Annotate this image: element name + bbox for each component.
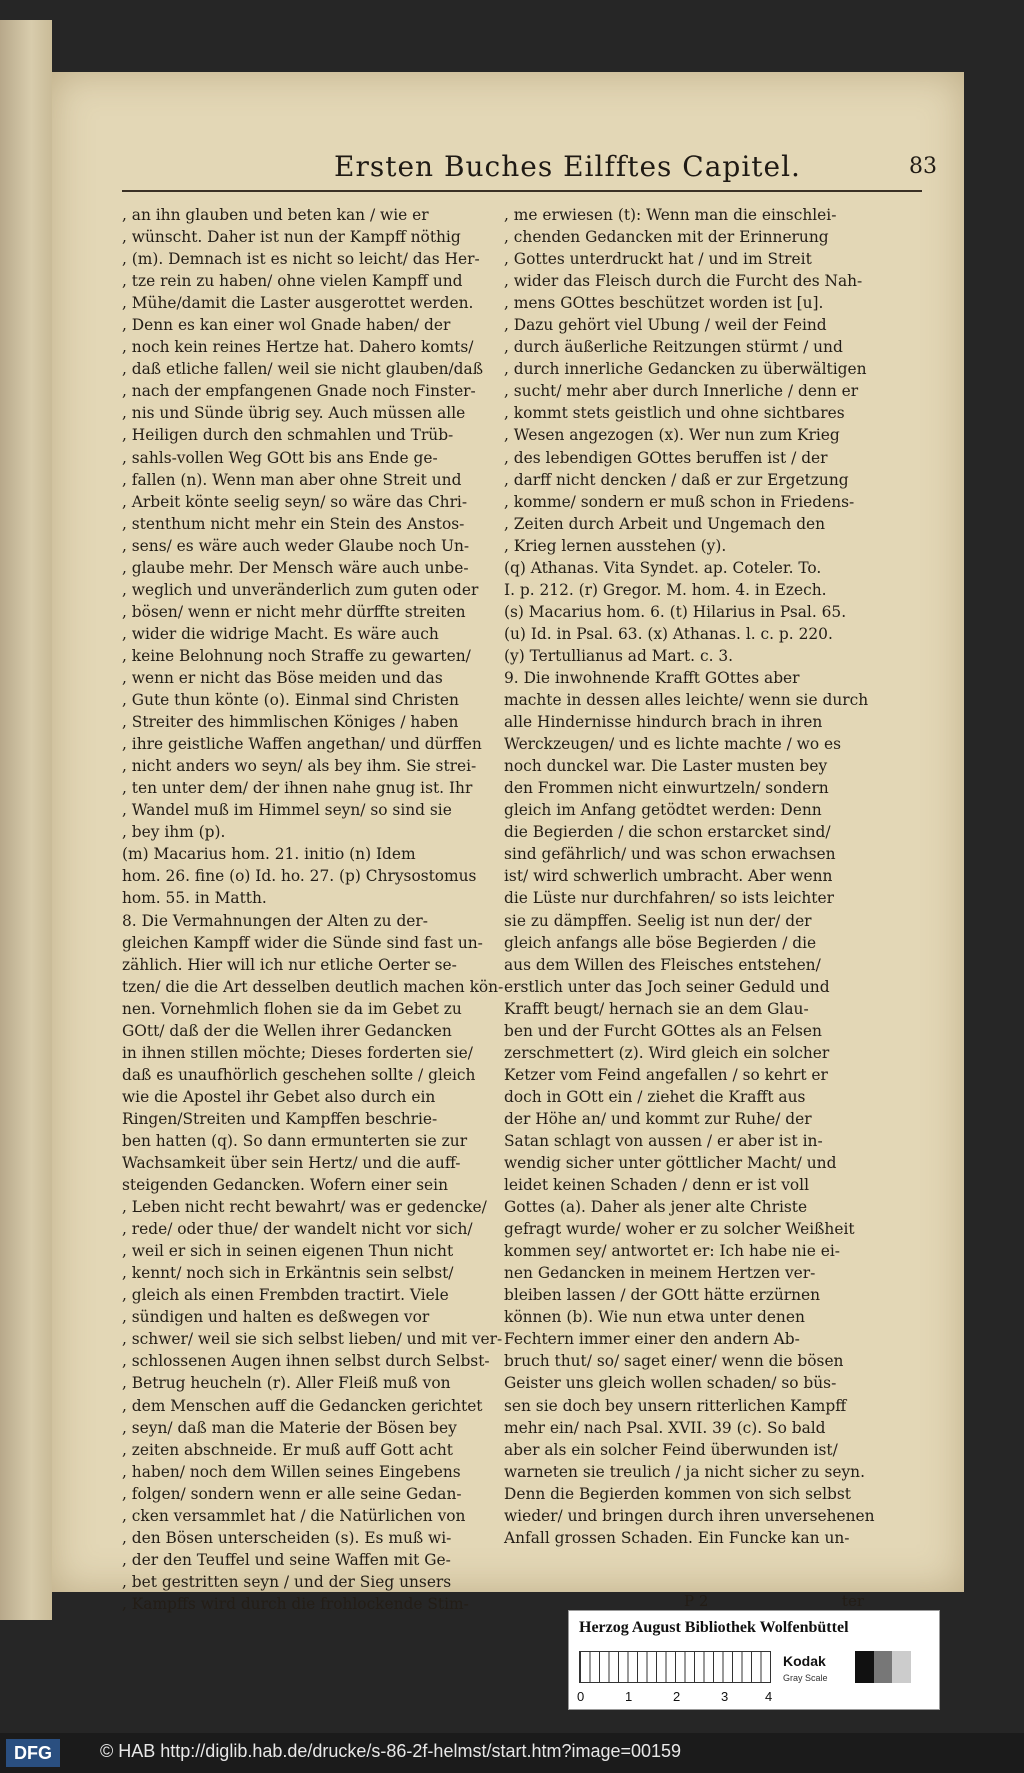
- text-line: GOtt/ daß der die Wellen ihrer Gedancken: [122, 1021, 452, 1040]
- text-line: , zeiten abschneide. Er muß auff Gott acht: [122, 1440, 453, 1459]
- footer-bar: [0, 1733, 1024, 1773]
- text-line: warneten sie treulich / ja nicht sicher zu seyn.: [504, 1462, 865, 1481]
- text-line: bruch thut/ so/ saget einer/ wenn die bösen: [504, 1352, 844, 1371]
- text-line: die Begierden / die schon erstarcket sind/: [504, 823, 831, 842]
- ruler-scale: [579, 1651, 771, 1683]
- page-header: [202, 150, 937, 184]
- text-line: tzen/ die die Art desselben deutlich machen kön-: [122, 977, 504, 996]
- text-line: ben hatten (q). So dann ermunterten sie zur: [122, 1131, 468, 1150]
- text-line: , den Bösen unterscheiden (s). Es muß wi-: [122, 1528, 452, 1547]
- kodak-label: Kodak: [783, 1653, 826, 1669]
- scale-number: 0: [577, 1689, 585, 1704]
- text-line: Wachsamkeit über sein Hertz/ und die auff-: [122, 1154, 461, 1173]
- text-line: hom. 55. in Matth.: [122, 889, 267, 908]
- scale-number: 3: [721, 1689, 729, 1704]
- gray-swatch: [874, 1651, 893, 1683]
- text-line: sind gefährlich/ und was schon erwachsen: [504, 845, 836, 864]
- running-title: Ersten Buches Eilfftes Capitel.: [334, 150, 801, 183]
- text-line: , wenn er nicht das Böse meiden und das: [122, 668, 443, 687]
- text-line: noch dunckel war. Die Laster musten bey: [504, 757, 828, 776]
- text-line: , fallen (n). Wenn man aber ohne Streit und: [122, 470, 462, 489]
- text-line: , noch kein reines Hertze hat. Dahero komts/: [122, 338, 474, 357]
- text-line: , stenthum nicht mehr ein Stein des Anstos-: [122, 514, 465, 533]
- signature-mark: P 2: [684, 1592, 709, 1610]
- kodak-gray-scale: [783, 1649, 933, 1703]
- text-line: , Mühe/damit die Laster ausgerottet werden.: [122, 294, 474, 313]
- text-line: , sahls-vollen Weg GOtt bis ans Ende ge-: [122, 448, 438, 467]
- text-line: Gottes (a). Daher als jener alte Christe: [504, 1198, 808, 1217]
- library-color-card: [568, 1610, 940, 1710]
- left-text-column: [122, 204, 504, 1613]
- text-line: (m) Macarius hom. 21. initio (n) Idem: [122, 845, 416, 864]
- page-number: 83: [909, 154, 937, 179]
- catchword: ter: [841, 1592, 864, 1610]
- text-line: , mens GOttes beschützet worden ist [u].: [504, 294, 824, 313]
- text-line: gefragt wurde/ woher er zu solcher Weißheit: [504, 1220, 855, 1239]
- text-line: , Krieg lernen ausstehen (y).: [504, 536, 727, 555]
- book-page: [52, 72, 964, 1613]
- text-line: , Streiter des himmlischen Königes / haben: [122, 713, 459, 732]
- text-line: , Wesen angezogen (x). Wer nun zum Krieg: [504, 426, 840, 445]
- text-line: , nis und Sünde übrig sey. Auch müssen alle: [122, 404, 466, 423]
- text-line: , daß etliche fallen/ weil sie nicht glauben/daß: [122, 360, 483, 379]
- text-line: kommen sey/ antwortet er: Ich habe nie ei-: [504, 1242, 840, 1261]
- text-line: ist/ wird schwerlich umbracht. Aber wenn: [504, 867, 833, 886]
- text-line: , wider das Fleisch durch die Furcht des Nah-: [504, 272, 863, 291]
- text-line: , Gottes unterdruckt hat / und im Streit: [504, 250, 812, 269]
- gray-swatch: [911, 1651, 930, 1683]
- text-line: gleich im Anfang getödtet werden: Denn: [504, 801, 822, 820]
- text-line: erstlich unter das Joch seiner Geduld und: [504, 977, 830, 996]
- text-line: , weil er sich in seinen eigenen Thun nicht: [122, 1242, 454, 1261]
- text-line: nen. Vornehmlich flohen sie da im Gebet zu: [122, 999, 462, 1018]
- dfg-logo[interactable]: DFG: [6, 1739, 60, 1767]
- text-line: , Zeiten durch Arbeit und Ungemach den: [504, 514, 826, 533]
- text-line: Anfall grossen Schaden. Ein Funcke kan un-: [504, 1528, 850, 1547]
- text-line: in ihnen stillen möchte; Dieses forderten sie/: [122, 1043, 473, 1062]
- text-line: daß es unaufhörlich geschehen sollte / gleich: [122, 1065, 476, 1084]
- text-line: (y) Tertullianus ad Mart. c. 3.: [504, 646, 734, 665]
- text-line: , tze rein zu haben/ ohne vielen Kampff und: [122, 272, 463, 291]
- text-line: , bösen/ wenn er nicht mehr dürffte streiten: [122, 602, 466, 621]
- text-line: machte in dessen alles leichte/ wenn sie durch: [504, 691, 869, 710]
- text-line: , (m). Demnach ist es nicht so leicht/ das Her-: [122, 250, 480, 269]
- text-line: , komme/ sondern er muß schon in Friedens-: [504, 492, 855, 511]
- text-line: , sündigen und halten es deßwegen vor: [122, 1308, 430, 1327]
- text-line: Satan schlagt von aussen / er aber ist in-: [504, 1131, 823, 1150]
- text-line: Ketzer vom Feind angefallen / so kehrt er: [504, 1065, 828, 1084]
- text-line: , Heiligen durch den schmahlen und Trüb-: [122, 426, 454, 445]
- text-line: , cken versammlet hat / die Natürlichen von: [122, 1506, 466, 1525]
- text-line: aber als ein solcher Feind überwunden ist/: [504, 1440, 838, 1459]
- text-line: , nicht anders wo seyn/ als bey ihm. Sie strei-: [122, 757, 477, 776]
- scale-number: 2: [673, 1689, 681, 1704]
- text-line: können (b). Wie nun etwa unter denen: [504, 1308, 805, 1327]
- text-line: , kennt/ noch sich in Erkäntnis sein selbst/: [122, 1264, 454, 1283]
- text-line: , chenden Gedancken mit der Erinnerung: [504, 228, 829, 247]
- text-line: , dem Menschen auff die Gedancken gerichtet: [122, 1396, 483, 1415]
- text-line: (s) Macarius hom. 6. (t) Hilarius in Psal. 65.: [504, 602, 847, 621]
- text-line: , seyn/ daß man die Materie der Bösen bey: [122, 1418, 457, 1437]
- text-line: , keine Belohnung noch Straffe zu gewarten/: [122, 646, 471, 665]
- gray-swatch: [892, 1651, 911, 1683]
- text-line: (q) Athanas. Vita Syndet. ap. Coteler. To.: [504, 558, 822, 577]
- text-line: , rede/ oder thue/ der wandelt nicht vor sich/: [122, 1220, 473, 1239]
- text-line: , glaube mehr. Der Mensch wäre auch unbe-: [122, 558, 469, 577]
- text-line: Fechtern immer einer den andern Ab-: [504, 1330, 800, 1349]
- text-line: , Arbeit könte seelig seyn/ so wäre das Chri-: [122, 492, 468, 511]
- text-line: , sens/ es wäre auch weder Glaube noch Un-: [122, 536, 470, 555]
- text-line: aus dem Willen des Fleisches entstehen/: [504, 955, 821, 974]
- text-line: (u) Id. in Psal. 63. (x) Athanas. l. c. p. 220.: [504, 624, 833, 643]
- text-line: , Dazu gehört viel Ubung / weil der Feind: [504, 316, 827, 335]
- text-line: , durch äußerliche Reitzungen stürmt / und: [504, 338, 843, 357]
- text-line: gleichen Kampff wider die Sünde sind fast un-: [122, 933, 483, 952]
- text-line: , Betrug heucheln (r). Aller Fleiß muß von: [122, 1374, 451, 1393]
- text-line: wendig sicher unter göttlicher Macht/ und: [504, 1154, 837, 1173]
- text-line: I. p. 212. (r) Gregor. M. hom. 4. in Ezech.: [504, 580, 827, 599]
- text-line: , Leben nicht recht bewahrt/ was er gedencke/: [122, 1198, 487, 1217]
- scale-number: 1: [625, 1689, 633, 1704]
- text-line: , sucht/ mehr aber durch Innerliche / denn er: [504, 382, 859, 401]
- text-line: , Kampffs wird durch die frohlockende Stim-: [122, 1594, 469, 1613]
- text-line: bleiben lassen / der GOtt hätte erzürnen: [504, 1286, 821, 1305]
- text-line: , Denn es kan einer wol Gnade haben/ der: [122, 316, 451, 335]
- text-line: , an ihn glauben und beten kan / wie er: [122, 206, 429, 224]
- text-line: , nach der empfangenen Gnade noch Finster-: [122, 382, 476, 401]
- text-line: Werckzeugen/ und es lichte machte / wo es: [504, 735, 841, 754]
- text-line: , darff nicht dencken / daß er zur Ergetzung: [504, 470, 849, 489]
- text-line: zählich. Hier will ich nur etliche Oerter se-: [122, 955, 457, 974]
- text-line: , ten unter dem/ der ihnen nahe gnug ist. Ihr: [122, 779, 473, 798]
- text-line: 9. Die inwohnende Krafft GOttes aber: [504, 668, 800, 687]
- text-line: Krafft beugt/ hernach sie an dem Glau-: [504, 999, 809, 1018]
- text-line: den Frommen nicht einwurtzeln/ sondern: [504, 779, 829, 798]
- copyright-url[interactable]: © HAB http://diglib.hab.de/drucke/s-86-2f-helmst/start.htm?image=00159: [100, 1741, 682, 1761]
- text-line: doch in GOtt ein / ziehet die Krafft aus: [504, 1087, 806, 1106]
- text-line: , wider die widrige Macht. Es wäre auch: [122, 624, 439, 643]
- text-line: Geister uns gleich wollen schaden/ so büs-: [504, 1374, 837, 1393]
- text-line: sen sie doch bey unsern ritterlichen Kampff: [504, 1396, 847, 1415]
- text-line: alle Hindernisse hindurch brach in ihren: [504, 713, 823, 732]
- text-line: , des lebendigen GOttes beruffen ist / der: [504, 448, 828, 467]
- text-line: , schwer/ weil sie sich selbst lieben/ und mit ver-: [122, 1330, 503, 1349]
- left-page-edge: [0, 20, 52, 1620]
- text-line: , bey ihm (p).: [122, 823, 226, 842]
- text-line: Denn die Begierden kommen von sich selbst: [504, 1484, 851, 1503]
- text-line: ben und der Furcht GOttes als an Felsen: [504, 1021, 822, 1040]
- text-line: gleich anfangs alle böse Begierden / die: [504, 933, 817, 952]
- text-line: , wünscht. Daher ist nun der Kampff nöthig: [122, 228, 461, 247]
- text-line: , me erwiesen (t): Wenn man die einschlei-: [504, 206, 837, 224]
- text-line: mehr ein/ nach Psal. XVII. 39 (c). So bald: [504, 1418, 826, 1437]
- text-line: , ihre geistliche Waffen angethan/ und dürffen: [122, 735, 482, 754]
- text-line: , folgen/ sondern wenn er alle seine Gedan-: [122, 1484, 462, 1503]
- gray-swatch: [855, 1651, 874, 1683]
- text-line: Ringen/Streiten und Kampffen beschrie-: [122, 1109, 438, 1128]
- gray-swatches: [855, 1651, 929, 1683]
- right-text-column: [504, 204, 875, 1584]
- text-line: hom. 26. fine (o) Id. ho. 27. (p) Chrysostomus: [122, 867, 477, 886]
- text-line: wieder/ und bringen durch ihren unversehenen: [504, 1506, 875, 1525]
- text-line: sie zu dämpffen. Seelig ist nun der/ der: [504, 911, 812, 930]
- text-line: , bet gestritten seyn / und der Sieg unsers: [122, 1572, 452, 1591]
- text-line: , durch innerliche Gedancken zu überwältigen: [504, 360, 867, 379]
- text-line: steigenden Gedancken. Wofern einer sein: [122, 1176, 448, 1195]
- text-line: , gleich als einen Frembden tractirt. Viele: [122, 1286, 449, 1305]
- text-line: , Gute thun könte (o). Einmal sind Christen: [122, 691, 459, 710]
- text-line: , der den Teuffel und seine Waffen mit Ge-: [122, 1550, 451, 1569]
- library-name: Herzog August Bibliothek Wolfenbüttel: [579, 1619, 849, 1636]
- text-line: , schlossenen Augen ihnen selbst durch Selbst-: [122, 1352, 490, 1371]
- header-rule: [122, 190, 922, 192]
- kodak-sublabel: Gray Scale: [783, 1673, 828, 1683]
- text-line: 8. Die Vermahnungen der Alten zu der-: [122, 911, 428, 930]
- text-line: , Wandel muß im Himmel seyn/ so sind sie: [122, 801, 452, 820]
- text-line: leidet keinen Schaden / denn er ist voll: [504, 1176, 810, 1195]
- scale-number: 4: [765, 1689, 773, 1704]
- text-line: zerschmettert (z). Wird gleich ein solcher: [504, 1043, 830, 1062]
- text-line: der Höhe an/ und kommt zur Ruhe/ der: [504, 1109, 812, 1128]
- text-line: nen Gedancken in meinem Hertzen ver-: [504, 1264, 816, 1283]
- text-line: wie die Apostel ihr Gebet also durch ein: [122, 1087, 436, 1106]
- text-line: , weglich und unveränderlich zum guten oder: [122, 580, 479, 599]
- text-line: , haben/ noch dem Willen seines Eingebens: [122, 1462, 461, 1481]
- text-line: , kommt stets geistlich und ohne sichtbares: [504, 404, 845, 423]
- text-line: die Lüste nur durchfahren/ so ists leichter: [504, 889, 834, 908]
